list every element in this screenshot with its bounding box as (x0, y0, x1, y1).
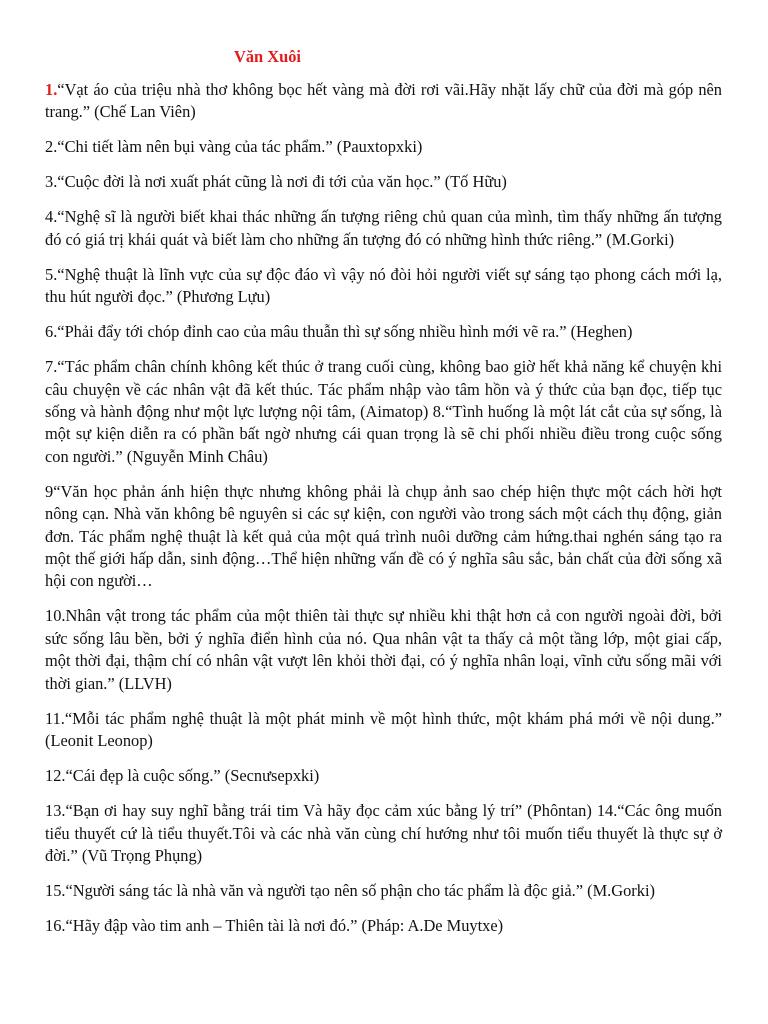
quote-10: 10.Nhân vật trong tác phẩm của một thiên tài thực sự nhiều khi thật hơn cả con người ngoài đời, bởi sức sống lâu bền, bởi ý nghĩa điển hình của nó. Qua nhân vật ta thấy cả một tầng lớp, một giai cấp, một thời đại, thậm chí có nhân vật vượt lên khỏi thời đại, có ý nghĩa nhân loại, vĩnh cửu sống mãi với thời gian.” (LLVH) (45, 606, 722, 693)
quote-6: 6.“Phải đẩy tới chóp đỉnh cao của mâu thuẫn thì sự sống nhiều hình mới vẽ ra.” (Heghen) (45, 322, 633, 342)
quote-13-14: 13.“Bạn ơi hay suy nghĩ bằng trái tim Và hãy đọc cảm xúc bằng lý trí” (Phôntan) 14.“Các ông muốn tiểu thuyết cứ là tiểu thuyết.Tôi và các nhà văn cùng chí hướng như tôi muốn tiểu thuyết là thực sự ở đời.” (Vũ Trọng Phụng) (45, 801, 722, 865)
quote-11: 11.“Mỗi tác phẩm nghệ thuật là một phát minh về một hình thức, một khám phá mới về nội dung.” (Leonit Leonop) (45, 708, 722, 751)
quote-3: 3.“Cuộc đời là nơi xuất phát cũng là nơi đi tới của văn học.” (Tố Hữu) (45, 172, 507, 192)
quote-16: 16.“Hãy đập vào tim anh – Thiên tài là nơi đó.” (Pháp: A.De Muytxe) (45, 915, 504, 935)
quote-1-text: “Vạt áo của triệu nhà thơ không bọc hết vàng mà đời rơi vãi.Hãy nhặt lấy chữ của đời mà góp nên trang.” (Chế Lan Viên) (45, 80, 722, 122)
document-title: Văn Xuôi (234, 47, 301, 66)
quote-5: 5.“Nghệ thuật là lĩnh vực của sự độc đáo vì vậy nó đòi hỏi người viết sự sáng tạo phong cách mới lạ, thu hút người đọc.” (Phương Lựu) (45, 264, 722, 307)
quote-1 (45, 79, 722, 124)
quote-2: 2.“Chi tiết làm nên bụi vàng của tác phẩm.” (Pauxtopxki) (45, 137, 423, 157)
document-page (45, 46, 722, 950)
quote-12: 12.“Cái đẹp là cuộc sống.” (Secnưsepxki) (45, 766, 320, 786)
quote-7-8: 7.“Tác phẩm chân chính không kết thúc ở trang cuối cùng, không bao giờ hết khả năng kể chuyện khi câu chuyện về các nhân vật đã kết thúc. Tác phẩm nhập vào tâm hồn và ý thức của bạn đọc, tiếp tục sống và hành động như một lực lượng nội tâm, (Aimatop) 8.“Tình huống là một lát cắt của sự sống, là một sự kiện diễn ra có phần bất ngờ nhưng cái quan trọng là sẽ chi phối nhiều điều trong cuộc sống con người.” (Nguyễn Minh Châu) (45, 357, 722, 466)
quote-9: 9“Văn học phản ánh hiện thực nhưng không phải là chụp ảnh sao chép hiện thực một cách hời hợt nông cạn. Nhà văn không bê nguyên si các sự kiện, con người vào trong sách một cách thụ động, giản đơn. Tác phẩm nghệ thuật là kết quả của một quá trình nuôi dưỡng cảm hứng.thai nghén sáng tạo ra một thế giới hấp dẫn, sinh động…Thể hiện những vấn đề có ý nghĩa sâu sắc, bản chất của đời sống xã hội con người… (45, 481, 722, 591)
quote-15: 15.“Người sáng tác là nhà văn và người tạo nên số phận cho tác phẩm là độc giả.” (M.Gorki) (45, 880, 655, 900)
quote-4: 4.“Nghệ sĩ là người biết khai thác những ấn tượng riêng chủ quan của mình, tìm thấy những ấn tượng đó có giá trị khái quát và biết làm cho những ấn tượng đó có những hình thức riêng.” (M.Gorki) (45, 207, 722, 249)
quote-1-number: 1. (45, 80, 58, 99)
